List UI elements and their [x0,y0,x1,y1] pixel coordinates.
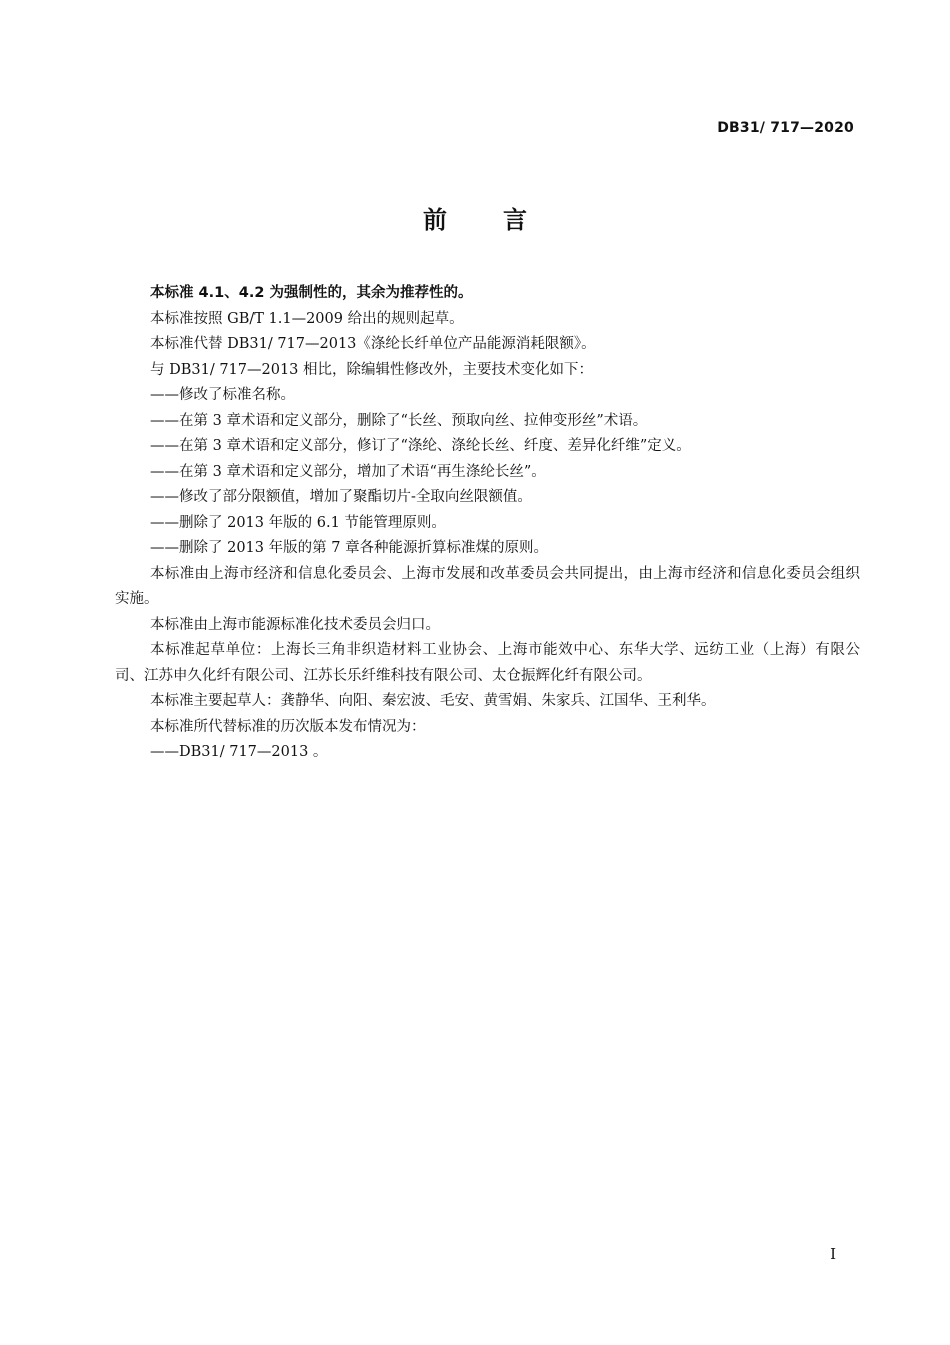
paragraph-proposed-by: 本标准由上海市经济和信息化委员会、上海市发展和改革委员会共同提出，由上海市经济和信息化委员会组织实施。 [115,565,860,607]
paragraph-changes-intro: 与 DB31/ 717—2013 相比，除编辑性修改外，主要技术变化如下： [150,361,594,378]
change-item: ——在第 3 章术语和定义部分，删除了“长丝、预取向丝、拉伸变形丝”术语。 [150,412,648,429]
change-item: ——在第 3 章术语和定义部分，增加了术语“再生涤纶长丝”。 [150,463,546,480]
paragraph-previous-editions: 本标准所代替标准的历次版本发布情况为： [150,718,426,735]
paragraph-drafting-units: 本标准起草单位：上海长三角非织造材料工业协会、上海市能效中心、东华大学、远纺工业（上海）有限公司、江苏申久化纤有限公司、江苏长乐纤维科技有限公司、太仓振辉化纤有限公司。 [115,642,860,684]
change-item: ——修改了标准名称。 [150,387,295,403]
change-item: ——删除了 2013 年版的第 7 章各种能源折算标准煤的原则。 [150,540,549,556]
paragraph-mandatory-clauses: 本标准 4.1、4.2 为强制性的，其余为推荐性的。 [150,285,473,301]
change-item: ——修改了部分限额值，增加了聚酯切片-全取向丝限额值。 [150,489,532,505]
paragraph-administered-by: 本标准由上海市能源标准化技术委员会归口。 [150,616,440,633]
change-item: ——删除了 2013 年版的 6.1 节能管理原则。 [150,514,446,531]
standard-code: DB31/ 717—2020 [717,120,854,136]
paragraph-drafters: 本标准主要起草人：龚静华、向阳、秦宏波、毛安、黄雪娟、朱家兵、江国华、王利华。 [150,693,716,709]
page-number: I [830,1245,836,1263]
paragraph-drafting-rules: 本标准按照 GB/T 1.1—2009 给出的规则起草。 [150,310,464,327]
foreword-body [115,281,860,766]
previous-edition-item: ——DB31/ 717—2013 。 [150,744,328,760]
paragraph-replaces: 本标准代替 DB31/ 717—2013《涤纶长纤单位产品能源消耗限额》。 [150,336,596,352]
change-item: ——在第 3 章术语和定义部分，修订了“涤纶、涤纶长丝、纤度、差异化纤维”定义。 [150,438,691,454]
page-title: 前言 [423,206,583,234]
